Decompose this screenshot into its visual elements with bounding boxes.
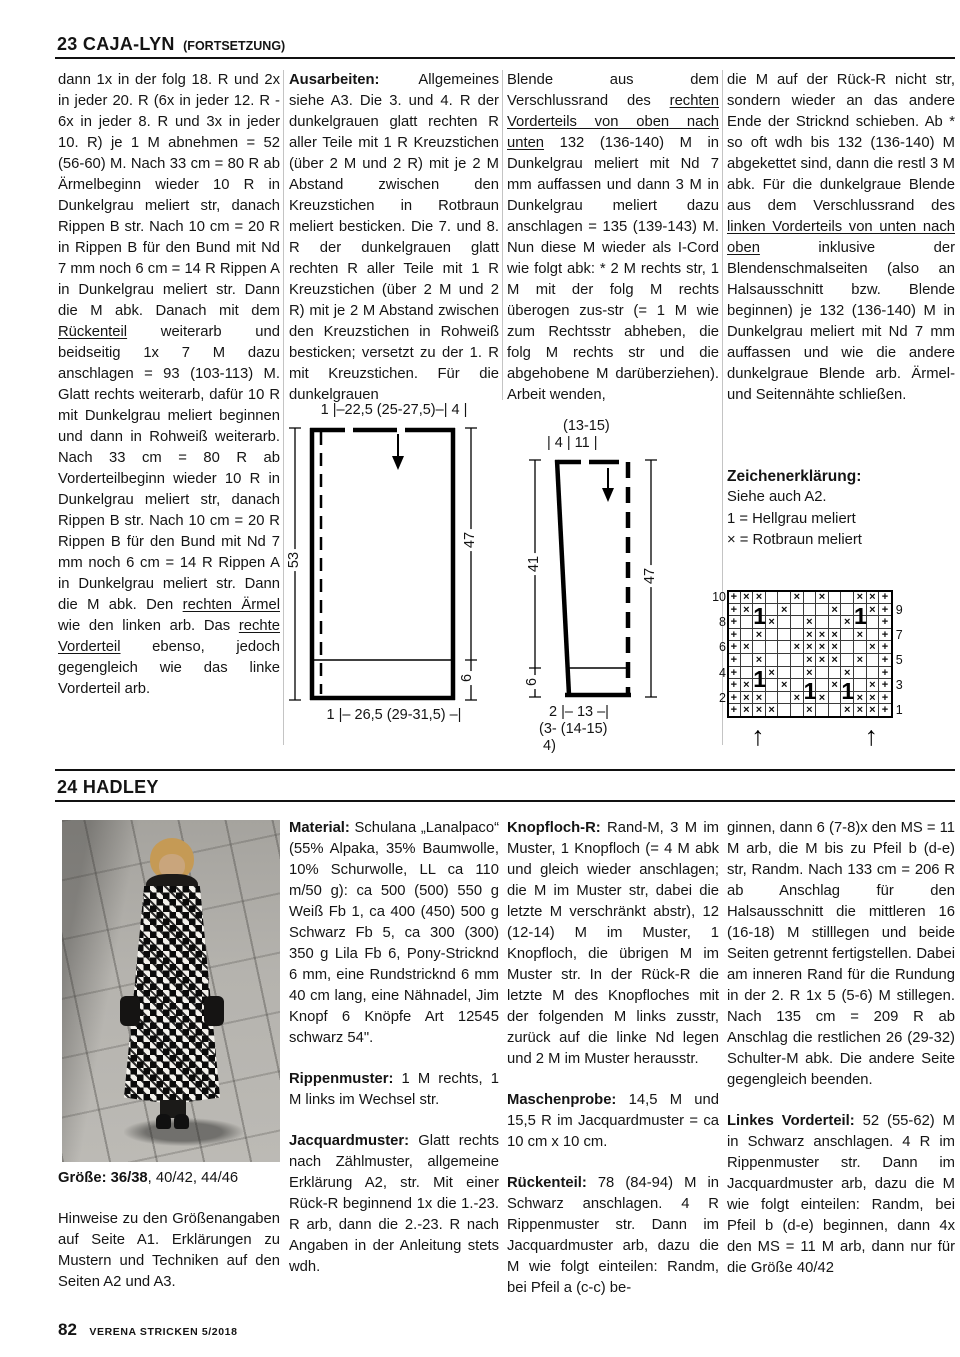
chart-cell: +: [728, 604, 741, 617]
chart-cell: ×: [867, 679, 880, 692]
chart-cell: ×: [867, 641, 880, 654]
chart-cell: ×: [804, 667, 817, 680]
chart-cell: ×: [829, 604, 842, 617]
chart-cell: ×: [753, 629, 766, 642]
paragraph: Rippenmuster: 1 M rechts, 1 M links im Wechsel str.: [289, 1071, 499, 1108]
chart-cell: ×: [854, 629, 867, 642]
paragraph: Blende aus dem Verschlussrand des rechten Vorderteils von oben nach unten 132 (136-140) M in Dunkelgrau meliert mit Nd 7 mm auffassen und dann 3 M in Dunkelgrau meliert dazu anschlagen = 135 (139-143) M. Nun diese M wieder als I-Cord wie folgt abk: * 2 M rechts str, 1 M mit der folg M rechts überogen zus-str (= 1 M wie zum Rechtsstr abheben, die folg M rechts str und die abgehobene M darüberziehen). Arbeit wenden,: [507, 72, 719, 403]
paragraph: Größe: 36/38, 40/42, 44/46: [58, 1170, 239, 1186]
chart-cell: +: [879, 629, 892, 642]
chart-cell: ×: [867, 591, 880, 604]
chart-cell: ×: [778, 679, 791, 692]
paragraph-label: Rückenteil:: [507, 1175, 598, 1191]
schematic-sleeve-drawing: [505, 418, 721, 754]
chart-cell: ×: [816, 629, 829, 642]
chart-cell: ×: [841, 704, 854, 717]
chart-cell: ×: [867, 704, 880, 717]
chart-cell: +: [879, 704, 892, 717]
chart-cell: ×: [854, 591, 867, 604]
magazine-name: VERENA STRICKEN 5/2018: [89, 1326, 238, 1338]
chart-cell: ×: [804, 616, 817, 629]
chart-cell: ×: [741, 591, 754, 604]
chart-cell: +: [879, 604, 892, 617]
paragraph: Hinweise zu den Größenangaben auf Seite A1. Erklärungen zu Mustern und Techniken auf den Seiten A2 und A3.: [58, 1211, 280, 1290]
schematic-back-front-drawing: [287, 402, 501, 747]
header-rule-top: [55, 57, 955, 59]
paragraph: Jacquardmuster: Glatt rechts nach Zählmuster, allgemeine Erklärung A2, str. Mit einer Rück-R beginnend 1x die 1.-23. R arb, dann die 2.-23. R nach Angaben in der Anleitung stets wdh.: [289, 1133, 500, 1275]
schematic-back-front: [287, 402, 501, 747]
chart-row-number: 9: [895, 602, 903, 617]
chart-cell: ×: [741, 641, 754, 654]
symbol-legend: [727, 466, 955, 552]
back-right-measure: 47: [462, 529, 478, 551]
back-left-measure: 53: [286, 549, 302, 571]
chart-cell: ×: [854, 704, 867, 717]
chart-symbol-one: 1: [841, 678, 855, 705]
sleeve-left-measure: 41: [526, 553, 542, 575]
page-footer: [58, 1320, 238, 1340]
paragraph-label: Rippenmuster:: [289, 1071, 402, 1087]
hadley-column-4-text: [727, 818, 955, 1299]
chart-cell: ×: [753, 704, 766, 717]
chart-cell: ×: [741, 692, 754, 705]
chart-row-number: 4: [719, 665, 726, 680]
chart-cell: +: [879, 679, 892, 692]
section-23-header: [57, 34, 285, 55]
column-divider: [502, 70, 503, 400]
chart-row-number: 8: [719, 615, 726, 630]
chart-cell: +: [879, 591, 892, 604]
chart-cell: ×: [804, 629, 817, 642]
chart-cell: ×: [804, 654, 817, 667]
schematic-sleeve: [505, 418, 721, 754]
hadley-column-1-text: [58, 1168, 280, 1313]
sleeve-top-measure: | 4 | 11 |: [547, 435, 598, 451]
chart-cell: ×: [829, 679, 842, 692]
chart-cell: ×: [804, 641, 817, 654]
chart-cell: ×: [816, 692, 829, 705]
section-24-title: 24 HADLEY: [57, 777, 159, 797]
chart-cell: ×: [766, 616, 779, 629]
chart-cell: +: [879, 616, 892, 629]
paragraph-label: Linkes Vorderteil:: [727, 1113, 863, 1129]
paragraph: Knopfloch-R: Rand-M, 3 M im Muster, 1 Knopfloch (= 4 M abk und gleich wieder anschlagen; die M im Muster str, dabei die letzte M verschränkt abstr), 12 (12-14) M im Muster, 1 Knopfloch, die übrigen M im Muster str. In der Rück-R die letzte M des Knopfloches mit der folgenden M links zusstr, zurück auf die linke Nd legen und 2 M im Muster herausstr.: [507, 820, 719, 1067]
chart-cell: ×: [829, 629, 842, 642]
header-rule-hadley: [55, 800, 955, 802]
paragraph: Ausarbeiten: Allgemeines siehe A3. Die 3. und 4. R der dunkelgrauen glatt rechten R aller Teile mit 1 R Kreuzstichen (über 2 M und 2 R) mit je 2 M Abstand zwischen den Kreuzstichen in Rotbraun meliert besticken. Die 7. und 8. R der dunkelgrauen glatt rechten R aller Teile mit 1 R Kreuzstichen (über 2 M und 2 R) mit je 2 M Abstand zwischen den Kreuzstichen in Rohweiß besticken; versetzt zu der 1. R mit Kreuzstichen. Für die dunkelgrauen: [289, 72, 499, 403]
chart-symbol-one: 1: [753, 602, 766, 629]
chart-cell: ×: [766, 667, 779, 680]
chart-cell: ×: [816, 641, 829, 654]
chart-cell: ×: [778, 604, 791, 617]
chart-cell: ×: [766, 704, 779, 717]
chart-cell: ×: [829, 654, 842, 667]
chart-cell: ×: [841, 616, 854, 629]
paragraph: dann 1x in der folg 18. R und 2x in jeder 20. R (6x in jeder 12. R - 6x in jeder 8. R und 3x in jeder 10. R) je 1 M abnehmen = 52 (56-60) M. Nach 33 cm = 80 R ab Ärmelbeginn wieder 10 R in Dunkelgrau meliert str, danach Rippen B str. Nach 10 cm = 20 R in Rippen B für den Bund mit Nd 7 mm noch 6 cm = 14 R Rippen A in Dunkelgrau meliert str. Dann die M abk. Danach mit dem Rückenteil weiterarb und beidseitig 1x 7 M dazu anschlagen = 93 (103-113) M. Glatt rechts weiterarb, dafür 10 R mit Dunkelgrau meliert beginnen und dann in Rohweiß weiterarb. Nach 33 cm = 80 R ab Vorderteilbeginn wieder 10 R in Dunkelgrau meliert str, danach Rippen B str. Nach 10 cm = 20 R Rippen B für den Bund mit Nd 7 mm noch 6 cm = 14 R Rippen A in Dunkelgrau meliert str. Dann die M abk. Den rechten Ärmel wie den linken arb. Das rechte Vorderteil ebenso, jedoch gegengleich wie das linke Vorderteil arb.: [58, 72, 280, 697]
chart-row-number: 2: [719, 690, 726, 705]
column-4-text: [727, 70, 955, 426]
chart-cell: ×: [791, 641, 804, 654]
chart-cell: ×: [753, 654, 766, 667]
chart-cell: ×: [841, 667, 854, 680]
chart-cell: ×: [741, 604, 754, 617]
model-photo: [62, 820, 280, 1162]
chart-cell: ×: [804, 704, 817, 717]
hadley-column-2-text: [289, 818, 499, 1298]
section-24-header: [57, 777, 159, 798]
chart-cell: +: [728, 704, 741, 717]
chart-cell: +: [879, 667, 892, 680]
paragraph: Rückenteil: 78 (84-94) M in Schwarz anschlagen. 4 R Rippenmuster str. Dann im Jacquardmuster arb, dazu die M wie folgt einteilen: Randm, bei Pfeil a (c-c) be-: [507, 1175, 719, 1296]
legend-line: Siehe auch A2.: [727, 489, 827, 506]
chart-cell: ×: [854, 692, 867, 705]
chart-cell: ×: [816, 654, 829, 667]
back-top-measure: 1 |–22,5 (25-27,5)–| 4 |: [320, 402, 468, 418]
chart-cell: ×: [816, 591, 829, 604]
paragraph: Linkes Vorderteil: 52 (55-62) M in Schwarz anschlagen. 4 R im Rippenmuster str. Dann im Jacquardmuster arb, dazu die M wie folgt einteilen: Randm, bei Pfeil b (d-e) beginnen, dann 4x den MS = 11 M arb, dann nur für die Größe 40/42: [727, 1113, 955, 1276]
sleeve-top-sizes: (13-15): [563, 418, 610, 434]
chart-cell: +: [728, 616, 741, 629]
sleeve-bottom-measure: 2 |– 13 –|: [549, 704, 609, 720]
chart-row-number: 7: [895, 627, 903, 642]
chart-cell: +: [728, 629, 741, 642]
column-2-text: [289, 70, 499, 426]
model-shoe: [156, 1114, 171, 1129]
chart-symbol-one: 1: [753, 665, 766, 692]
chart-cell: +: [879, 692, 892, 705]
sleeve-bottom-sizes: (3- (14-15): [539, 721, 608, 737]
chart-cell: +: [728, 692, 741, 705]
chart-cell: +: [728, 641, 741, 654]
chart-cell: ×: [791, 692, 804, 705]
chart-row-number: 1: [895, 703, 903, 718]
chart-repeat-arrow-icon: ↑: [751, 721, 765, 751]
coat-fur-cuff: [204, 996, 224, 1026]
back-bottom-measure: 1 |– 26,5 (29-31,5) –|: [326, 707, 462, 723]
chart-cell: ×: [854, 654, 867, 667]
paragraph-label: Ausarbeiten:: [289, 72, 419, 88]
section-divider-rule: [55, 769, 955, 771]
paragraph: ginnen, dann 6 (7-8)x den MS = 11 M arb, die M bis zu Pfeil b (d-e) str, Randm. Nach 133 cm = 206 R ab Anschlag für den Halsausschnitt die mittleren 16 (16-18) M stilllegen und beide Seiten getrennt fertigstellen. Dabei am inneren Rand für die Rundung in der 2. R 1x 5 (5-6) M stillegen. Nach 135 cm = 209 R ab Anschlag die restlichen 26 (29-32) Schulter-M abk. Die andere Seite gegengleich beenden.: [727, 820, 955, 1088]
chart-row-number: 5: [895, 653, 903, 667]
sleeve-bottom-sizes-2: 4): [543, 738, 556, 754]
legend-title: Zeichenerklärung:: [727, 468, 862, 485]
column-3-text: [507, 70, 719, 426]
chart-cell: ×: [741, 704, 754, 717]
sleeve-rib-measure: 6: [524, 675, 540, 689]
paragraph-label: Maschenprobe:: [507, 1092, 629, 1108]
chart-cell: ×: [829, 641, 842, 654]
legend-line: 1 = Hellgrau meliert: [727, 510, 856, 527]
chart-row-number: 3: [895, 678, 903, 693]
chart-cell: +: [728, 679, 741, 692]
sleeve-right-measure: 47: [642, 565, 658, 587]
houndstooth-coat: [124, 886, 220, 1104]
section-23-title: 23 CAJA-LYN: [57, 34, 175, 54]
back-rib-measure: 6: [459, 671, 475, 685]
chart-repeat-arrow-icon: ↑: [864, 721, 879, 751]
model-shoe: [174, 1114, 189, 1129]
paragraph-label: Knopfloch-R:: [507, 820, 608, 836]
column-divider: [283, 70, 284, 745]
chart-cell: ×: [753, 692, 766, 705]
chart-row-number: 6: [719, 640, 726, 655]
column-1-text: [58, 70, 280, 720]
chart-cell: +: [728, 591, 741, 604]
chart-cell: ×: [867, 604, 880, 617]
chart-symbol-one: 1: [854, 602, 867, 629]
page-number: 82: [58, 1320, 77, 1339]
paragraph-label: Material:: [289, 820, 355, 836]
chart-cell: ×: [791, 591, 804, 604]
paragraph-label: Größe:: [58, 1170, 111, 1186]
chart-cell: +: [879, 654, 892, 667]
hadley-column-3-text: [507, 818, 719, 1319]
legend-line: × = Rotbraun meliert: [727, 532, 862, 549]
chart-symbol-one: 1: [803, 678, 817, 705]
chart-cell: +: [728, 667, 741, 680]
paragraph-label: Jacquardmuster:: [289, 1133, 419, 1149]
chart-row-number: 10: [712, 590, 726, 604]
chart-cell: +: [879, 641, 892, 654]
paragraph: die M auf der Rück-R nicht str, sondern wieder an das andere Ende der Stricknd schieben. Ab * so oft wdh bis 132 (136-140) M abgekettet sind, dann die restl 3 M abk. Für die dunkelgraue Blende aus dem Verschlussrand des linken Vorderteils von unten nach oben inklusive der Blendenschmalseiten (also an Halsausschnitt bzw. Blende beginnen) je 132 (136-140) M in Dunkelgrau meliert mit Nd 7 mm auffassen und wie die andere dunkelgraue Blende arb. Ärmel- und Seitennähte schließen.: [727, 72, 955, 403]
coat-fur-cuff: [120, 996, 140, 1026]
paragraph: Maschenprobe: 14,5 M und 15,5 R im Jacquardmuster = ca 10 cm x 10 cm.: [507, 1092, 719, 1150]
knitting-chart: [710, 589, 955, 759]
chart-cell: ×: [741, 679, 754, 692]
chart-cell: ×: [753, 591, 766, 604]
chart-cell: +: [728, 654, 741, 667]
section-23-subtitle: (FORTSETZUNG): [183, 39, 286, 53]
chart-cell: ×: [867, 692, 880, 705]
paragraph: Material: Schulana „Lanalpaco“ (55% Alpaka, 35% Baumwolle, 10% Schurwolle, LL ca 110 m/50 g): ca 500 (500) 550 g Weiß Fb 1, ca 400 (450) 500 g Schwarz Fb 5, ca 300 (300) 350 g Lila Fb 6, Pony-Stricknd 6 mm, eine Rundstricknd 6 mm 40 cm lang, eine Nähnadel, Jim Knopf 6 Knöpfe Art 12545 schwarz 54".: [289, 820, 499, 1046]
